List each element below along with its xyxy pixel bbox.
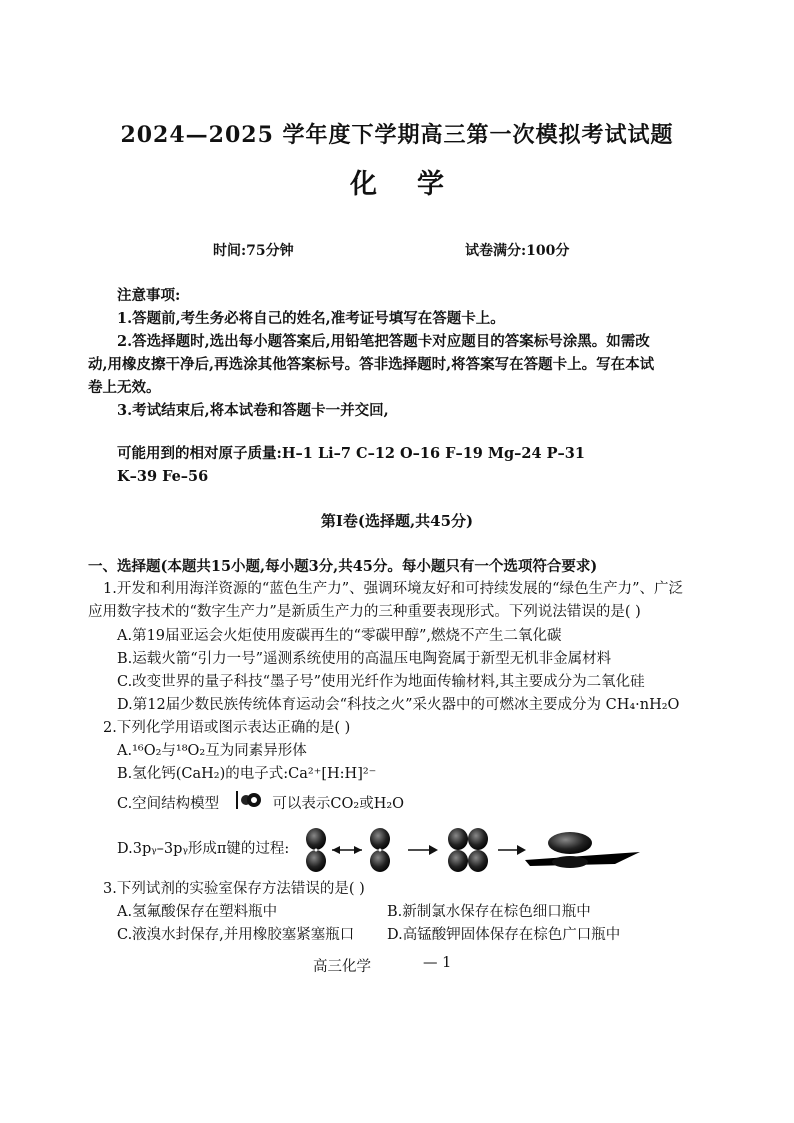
- arrow-right-icon: [408, 845, 438, 855]
- full-score: 试卷满分:100分: [465, 243, 570, 259]
- q1-option-b: B.运载火箭“引力一号”遥测系统使用的高温压电陶瓷属于新型无机非金属材料: [117, 651, 612, 667]
- subject-title: 化学: [350, 169, 484, 200]
- pi-bond-formation-diagram: [300, 826, 650, 878]
- p-orbital-left-icon: [306, 828, 326, 872]
- section-1-instructions: 一、选择题(本题共15小题,每小题3分,共45分。每小题只有一个选项符合要求): [88, 558, 598, 575]
- pi-bond-icon: [525, 832, 640, 868]
- page-number: — 1: [423, 955, 452, 971]
- q3-option-b: B.新制氯水保存在棕色细口瓶中: [387, 904, 591, 920]
- q1-stem-line-2: 应用数字技术的“数字生产力”是新质生产力的三种重要表现形式。下列说法错误的是( ): [88, 604, 641, 620]
- footer-label: 高三化学: [313, 959, 371, 975]
- notes-item-1: 1.答题前,考生务必将自己的姓名,准考证号填写在答题卡上。: [117, 310, 505, 327]
- notes-item-2-line-2: 动,用橡皮擦干净后,再选涂其他答案标号。答非选择题时,将答案写在答题卡上。写在本试: [88, 356, 655, 373]
- double-arrow-icon: [332, 846, 362, 854]
- q1-stem-line-1: 1.开发和利用海洋资源的“蓝色生产力”、强调环境友好和可持续发展的“绿色生产力”、广泛: [103, 581, 683, 597]
- notes-item-2-line-1: 2.答选择题时,选出每小题答案后,用铅笔把答题卡对应题目的答案标号涂黑。如需改: [117, 333, 650, 350]
- page-title: 2024—2025 学年度下学期高三第一次模拟考试试题: [120, 122, 674, 148]
- q1-option-c: C.改变世界的量子科技“墨子号”使用光纤作为地面传输材料,其主要成分为二氧化硅: [117, 674, 645, 690]
- p-orbital-right-icon: [370, 828, 390, 872]
- notes-item-2-line-3: 卷上无效。: [88, 379, 161, 396]
- q3-stem: 3.下列试剂的实验室保存方法错误的是( ): [103, 881, 365, 897]
- atomic-masses-line-2: K–39 Fe–56: [117, 468, 209, 485]
- q2-option-a: A.¹⁶O₂与¹⁸O₂互为同素异形体: [117, 743, 307, 759]
- q3-option-d: D.高锰酸钾固体保存在棕色广口瓶中: [387, 927, 621, 943]
- orbital-overlap-icon: [448, 828, 488, 872]
- q1-option-d: D.第12届少数民族传统体育运动会“科技之火”采火器中的可燃冰主要成分为 CH₄·nH₂O: [117, 697, 680, 713]
- q2-option-c: [117, 790, 404, 818]
- q2-option-b: B.氢化钙(CaH₂)的电子式:Ca²⁺[H:H]²⁻: [117, 766, 377, 782]
- atomic-masses-line-1: 可能用到的相对原子质量:H–1 Li–7 C–12 O–16 F–19 Mg–24 P–31: [117, 445, 585, 462]
- q2-option-d: D.3pᵧ–3pᵧ形成π键的过程:: [117, 841, 290, 857]
- notes-heading: 注意事项:: [117, 287, 181, 304]
- q3-option-a: A.氢氟酸保存在塑料瓶中: [117, 904, 278, 920]
- q3-option-c: C.液溴水封保存,并用橡胶塞紧塞瓶口: [117, 927, 355, 943]
- q2-option-c-prefix: C.空间结构模型: [117, 796, 220, 812]
- molecule-model-icon: [234, 790, 264, 818]
- section-1-heading: 第Ⅰ卷(选择题,共45分): [320, 512, 474, 530]
- q1-option-a: A.第19届亚运会火炬使用废碳再生的“零碳甲醇”,燃烧不产生二氧化碳: [117, 628, 562, 644]
- notes-item-3: 3.考试结束后,将本试卷和答题卡一并交回,: [117, 402, 389, 419]
- q2-option-c-suffix: 可以表示CO₂或H₂O: [272, 796, 405, 812]
- arrow-right-icon-2: [498, 845, 526, 855]
- q2-stem: 2.下列化学用语或图示表达正确的是( ): [103, 720, 351, 736]
- exam-time: 时间:75分钟: [213, 243, 294, 259]
